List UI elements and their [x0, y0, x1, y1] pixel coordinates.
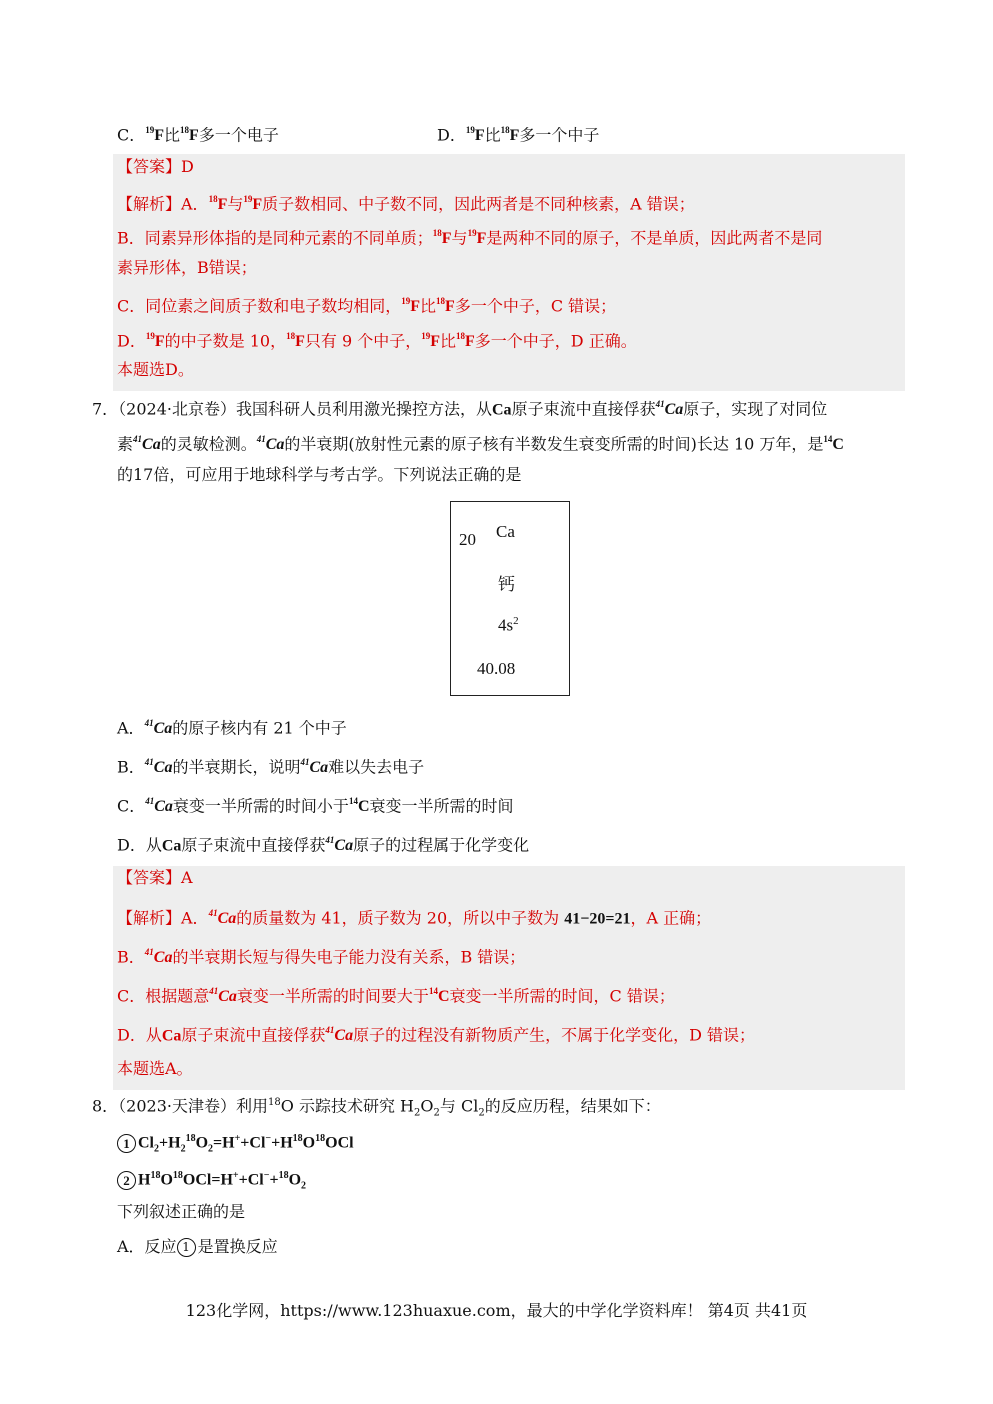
- q8-prompt: 下列叙述正确的是: [117, 1202, 246, 1221]
- q6-analysis-b2: 素异形体，B错误；: [117, 258, 257, 277]
- q6-analysis-a: 【解析】A．$^{18}$F与$^{19}$F质子数相同、中子数不同，因此两者是不同种核素，A 错误；: [117, 194, 695, 214]
- q7-analysis-d: D．从Ca原子束流中直接俘获$^{41}$Ca原子的过程没有新物质产生，不属于化学变化，D 错误；: [117, 1025, 756, 1045]
- q7-conclusion: 本题选A。: [117, 1059, 193, 1078]
- q7-stem-3: 的17倍，可应用于地球科学与考古学。下列说法正确的是: [117, 465, 522, 484]
- q7-stem-1: 7．（2024·北京卷）我国科研人员利用激光操控方法，从Ca原子束流中直接俘获$^{41}$Ca原子，实现了对同位: [92, 399, 828, 419]
- q7-analysis-a: 【解析】A．$^{41}$Ca的质量数为 41，质子数为 20，所以中子数为 41−20=21，A 正确；: [117, 908, 712, 928]
- q6-analysis-c: C．同位素之间质子数和电子数均相同，$^{19}$F比$^{18}$F多一个中子，C 错误；: [117, 296, 617, 316]
- q7-stem-2: 素$^{41}$Ca的灵敏检测。$^{41}$Ca的半衰期(放射性元素的原子核有半数发生衰变所需的时间)长达 10 万年，是$^{14}$C: [117, 434, 844, 454]
- q6-answer: 【答案】D: [117, 157, 194, 176]
- q7-option-c: C．$^{41}$Ca衰变一半所需的时间小于$^{14}$C衰变一半所需的时间: [117, 796, 514, 816]
- q7-analysis-c: C．根据题意$^{41}$Ca衰变一半所需的时间要大于$^{14}$C衰变一半所需的时间，C 错误；: [117, 986, 675, 1006]
- page-footer: 123化学网，https://www.123huaxue.com，最大的中学化学资料库！ 第4页 共41页: [185, 1301, 808, 1320]
- q6-option-c: C．$^{19}$F比$^{18}$F多一个电子: [117, 125, 279, 145]
- atomic-number: 20: [459, 530, 476, 549]
- q7-option-d: D．从Ca原子束流中直接俘获$^{41}$Ca原子的过程属于化学变化: [117, 835, 530, 855]
- q7-option-a: A．$^{41}$Ca的原子核内有 21 个中子: [117, 718, 347, 738]
- circled-1-icon: 1: [117, 1134, 136, 1153]
- q8-option-a: A．反应 1 是置换反应: [117, 1237, 278, 1256]
- element-card: [450, 501, 570, 696]
- q6-analysis-b: B．同素异形体指的是同种元素的不同单质；$^{18}$F与$^{19}$F是两种不同的原子，不是单质，因此两者不是同: [117, 228, 823, 248]
- q7-answer: 【答案】A: [117, 868, 193, 887]
- q7-answer-box: [113, 866, 905, 1090]
- q8-stem: 8．（2023·天津卷）利用$^{18}$O 示踪技术研究 $H_2O_2$与 $Cl_2$的反应历程，结果如下：: [92, 1096, 661, 1119]
- q7-option-b: B．$^{41}$Ca的半衰期长，说明$^{41}$Ca难以失去电子: [117, 757, 425, 777]
- q8-reaction-1: 1 $Cl_2+H_2^{18}O_2=H^++Cl^-+H^{18}O^{18}OCl$: [117, 1128, 354, 1161]
- element-name: 钙: [498, 575, 515, 595]
- atomic-mass: 40.08: [477, 659, 516, 678]
- circled-2-icon: 2: [117, 1171, 136, 1190]
- q6-conclusion: 本题选D。: [117, 360, 194, 379]
- element-symbol: Ca: [496, 522, 515, 541]
- q7-analysis-b: B．$^{41}$Ca的半衰期长短与得失电子能力没有关系，B 错误；: [117, 947, 526, 967]
- q8-reaction-2: 2 $H^{18}O^{18}OCl=H^++Cl^-+^{18}O_2$: [117, 1165, 306, 1198]
- q6-option-d: D．$^{19}$F比$^{18}$F多一个中子: [437, 125, 600, 145]
- circled-1-icon: 1: [177, 1238, 196, 1257]
- q6-analysis-d: D．$^{19}$F的中子数是 10，$^{18}$F只有 9 个中子，$^{19}$F比$^{18}$F多一个中子，D 正确。: [117, 331, 637, 351]
- electron-config: $4s^2$: [498, 615, 519, 635]
